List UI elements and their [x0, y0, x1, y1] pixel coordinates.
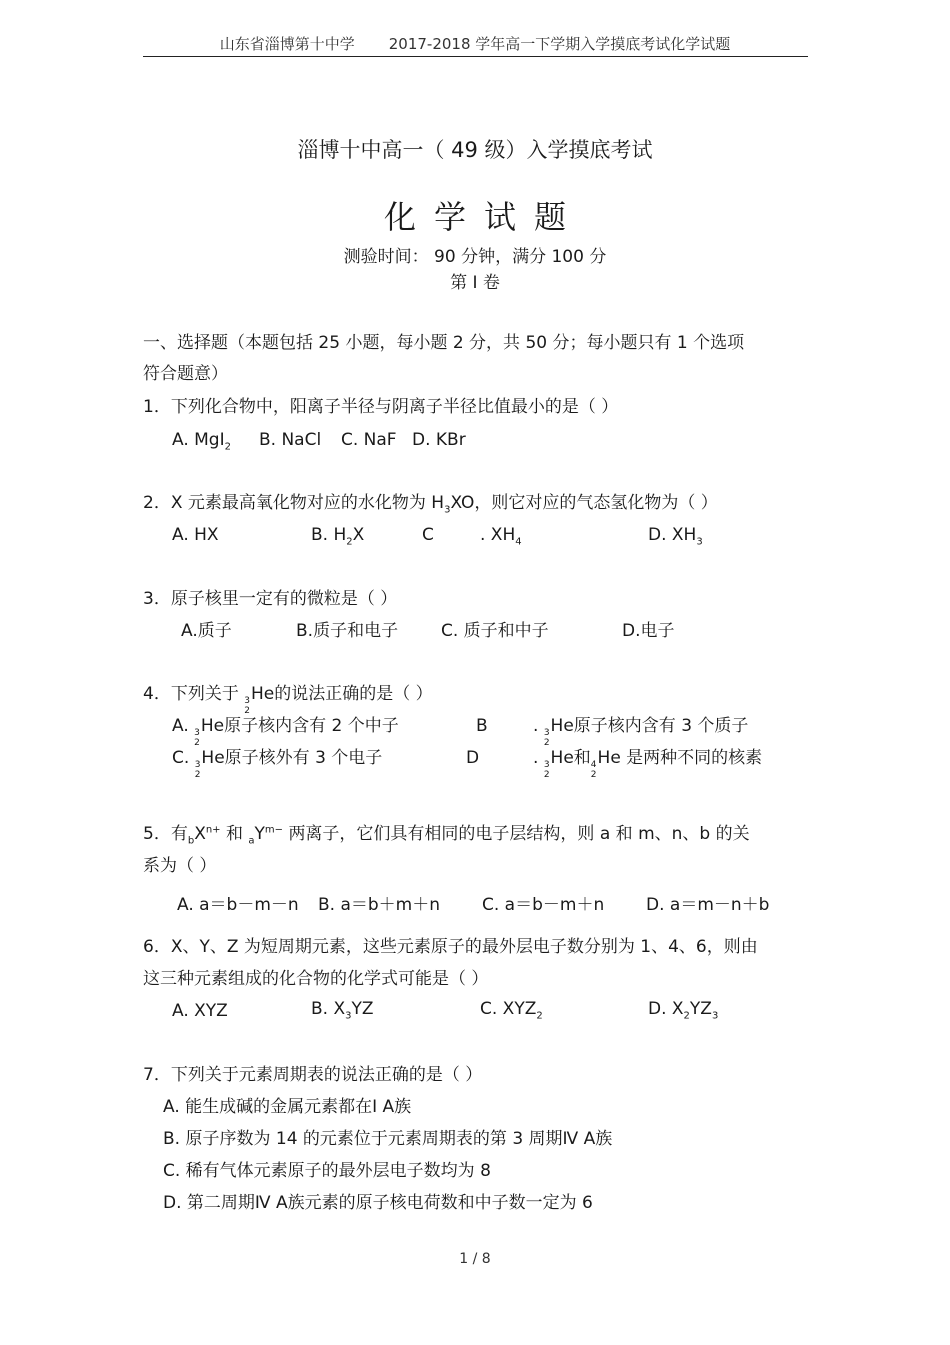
- q4-option-b-label: B: [476, 716, 488, 736]
- q2-option-b-pre: B. H: [311, 525, 347, 545]
- q3-option-b: B.质子和电子: [296, 621, 399, 641]
- q5-stem-line2: 系为（ ）: [143, 856, 217, 876]
- q4-isotope-notation: [544, 728, 550, 748]
- q2-stem-sub: 3: [444, 504, 451, 516]
- q2-option-b-post: X: [352, 525, 365, 545]
- q5-ion-y-charge: m−: [264, 824, 284, 836]
- section-heading-line1: 一、选择题（本题包括 25 小题，每小题 2 分，共 50 分；每小题只有 1 个选项: [143, 333, 745, 353]
- atomic-number: 2: [244, 706, 250, 716]
- q1-option-b: B. NaCl: [259, 430, 322, 450]
- q6-option-d-pre: D. X: [648, 999, 684, 1019]
- q4-isotope-notation: [195, 760, 201, 780]
- mass-number: 3: [194, 760, 201, 770]
- q6-option-b-post: YZ: [351, 999, 374, 1019]
- q4-stem: [143, 683, 433, 716]
- q4-option-b-text: He原子核内含有 3 个质子: [550, 716, 749, 736]
- q5-a-sub: a: [248, 835, 255, 847]
- q5-stem-post: 两离子，它们具有相同的电子层结构，则 a 和 m、n、b 的关: [288, 824, 750, 844]
- q5-ion-x: X: [194, 824, 206, 844]
- q1-option-a: [172, 429, 231, 451]
- mass-number: 3: [244, 696, 250, 706]
- q1-option-c: C. NaF: [341, 430, 397, 450]
- q5-and: 和: [225, 824, 243, 844]
- q2-option-c-sub: 4: [515, 536, 522, 548]
- q6-option-b-sub: 3: [345, 1010, 352, 1022]
- q3-option-c: C. 质子和中子: [441, 621, 549, 641]
- header-school: 山东省淄博第十中学: [219, 35, 355, 53]
- q7-option-a: A. 能生成碱的金属元素都在Ⅰ A族: [163, 1097, 412, 1117]
- mass-number: 3: [543, 728, 550, 738]
- q4-stem-pre: 4．下列关于: [143, 684, 239, 704]
- q6-option-c-pre: C. XYZ: [480, 999, 537, 1019]
- q6-option-b: [311, 998, 374, 1020]
- q4-option-d-label: D: [466, 748, 480, 768]
- q2-option-a: A. HX: [172, 525, 219, 545]
- q5-option-b: B. a＝b＋m＋n: [318, 895, 441, 915]
- q2-option-c: [480, 524, 522, 546]
- q1-option-a-sub: 2: [224, 441, 231, 453]
- q6-option-a: A. XYZ: [172, 1001, 228, 1021]
- subject-title: 化学试题: [383, 198, 584, 236]
- q2-option-b-sub: 2: [346, 536, 353, 548]
- q4-option-a: [172, 715, 399, 748]
- q4-option-a-label: A.: [172, 716, 189, 736]
- q5-option-a: A. a＝b－m－n: [177, 895, 299, 915]
- exam-info: 测验时间： 90 分钟，满分 100 分: [343, 247, 607, 267]
- q6-option-b-pre: B. X: [311, 999, 346, 1019]
- q5-b-sub: b: [187, 835, 195, 847]
- header-title: 2017-2018 学年高一下学期入学摸底考试化学试题: [388, 35, 731, 53]
- q4-option-a-text: He原子核内含有 2 个中子: [200, 716, 399, 736]
- atomic-number: 2: [194, 738, 200, 748]
- q6-option-c-sub: 2: [536, 1010, 543, 1022]
- q5-option-d: D. a＝m－n＋b: [646, 895, 770, 915]
- q4-stem-post: He的说法正确的是（ ）: [250, 684, 433, 704]
- q4-option-c-text: He原子核外有 3 个电子: [201, 748, 383, 768]
- q4-isotope-notation-4: [591, 760, 597, 780]
- q7-option-b: B. 原子序数为 14 的元素位于元素周期表的第 3 周期Ⅳ A族: [163, 1129, 613, 1149]
- page-number: 1 / 8: [459, 1251, 491, 1267]
- mass-number: 3: [194, 728, 200, 738]
- q4-option-d: . 3 2 He和 4 2 He 是两种不同的核素: [533, 748, 763, 780]
- q4-option-c: [172, 747, 382, 780]
- mass-number: 4: [590, 760, 597, 770]
- section-heading-line2: 符合题意）: [143, 364, 228, 384]
- q2-stem-post: XO，则它对应的气态氢化物为（ ）: [450, 493, 718, 513]
- q4-isotope-notation: [544, 760, 550, 780]
- atomic-number: 2: [194, 770, 201, 780]
- atomic-number: 2: [590, 770, 597, 780]
- q2-option-b: [311, 524, 364, 546]
- header-rule: [143, 56, 808, 57]
- page-header: [0, 33, 950, 54]
- q6-stem-line1: 6．X、Y、Z 为短周期元素，这些元素原子的最外层电子数分别为 1、4、6，则由: [143, 937, 758, 957]
- q6-option-d-post: YZ: [689, 999, 712, 1019]
- q3-option-d: D.电子: [622, 621, 675, 641]
- q4-option-b: . 3 2 He原子核内含有 3 个质子: [533, 716, 749, 748]
- q4-option-d-mid: He和: [550, 748, 591, 768]
- q2-option-c-text: . XH: [480, 525, 516, 545]
- q5-ion-x-charge: n+: [205, 824, 221, 836]
- q3-option-a: A.质子: [181, 621, 232, 641]
- q1-option-a-text: A. MgI: [172, 430, 225, 450]
- q5-stem: [143, 823, 750, 845]
- volume-label: 第 I 卷: [450, 273, 500, 293]
- q6-option-d: [648, 998, 718, 1020]
- mass-number: 3: [543, 760, 550, 770]
- q1-option-d: D. KBr: [412, 430, 466, 450]
- q6-option-d-sub: 2: [683, 1010, 690, 1022]
- q6-stem-line2: 这三种元素组成的化合物的化学式可能是（ ）: [143, 969, 489, 989]
- q1-stem: 1．下列化合物中，阳离子半径与阴离子半径比值最小的是（ ）: [143, 397, 619, 417]
- q2-option-d-pre: D. XH: [648, 525, 697, 545]
- q4-isotope-notation: [194, 728, 200, 748]
- q2-option-d: [648, 524, 703, 546]
- q3-stem: 3．原子核里一定有的微粒是（ ）: [143, 589, 398, 609]
- q4-option-c-label: C.: [172, 748, 190, 768]
- q5-ion-y: Y: [254, 824, 265, 844]
- q2-option-d-sub: 3: [696, 536, 703, 548]
- q5-option-c: C. a＝b－m＋n: [482, 895, 605, 915]
- q6-option-d-sub2: 3: [711, 1010, 719, 1022]
- q7-option-d: D. 第二周期Ⅳ A族元素的原子核电荷数和中子数一定为 6: [163, 1193, 593, 1213]
- q2-stem: [143, 492, 718, 514]
- q7-option-c: C. 稀有气体元素原子的最外层电子数均为 8: [163, 1161, 491, 1181]
- q7-stem: 7．下列关于元素周期表的说法正确的是（ ）: [143, 1065, 483, 1085]
- q5-stem-pre: 5．有: [143, 824, 188, 844]
- q6-option-c: [480, 998, 543, 1020]
- atomic-number: 2: [543, 738, 550, 748]
- q2-stem-pre: 2．X 元素最高氧化物对应的水化物为 H: [143, 493, 445, 513]
- q4-isotope-notation: [244, 696, 250, 716]
- q4-option-d-text: He 是两种不同的核素: [597, 748, 763, 768]
- atomic-number: 2: [543, 770, 550, 780]
- exam-title: 淄博十中高一（ 49 级）入学摸底考试: [297, 138, 653, 162]
- q2-option-c-label: C: [422, 525, 434, 545]
